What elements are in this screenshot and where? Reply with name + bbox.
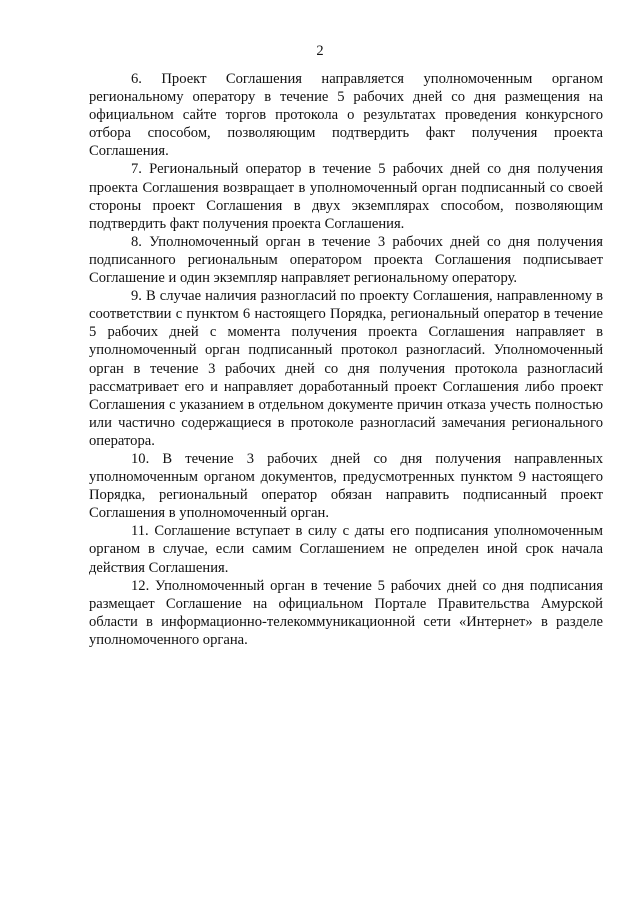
paragraph-10: 10. В течение 3 рабочих дней со дня получения направленных уполномоченным органом документов, предусмотренных пунктом 9 настоящего Порядка, региональный оператор обязан направить подписанный проект Соглашения в уполномоченный орган. [89,450,603,522]
paragraph-7: 7. Региональный оператор в течение 5 рабочих дней со дня получения проекта Соглашения возвращает в уполномоченный орган подписанный со своей стороны проект Соглашения в двух экземплярах способом, позволяющим подтвердить факт получения проекта Соглашения. [89,161,603,232]
page-number: 2 [316,43,324,59]
paragraph-8: 8. Уполномоченный орган в течение 3 рабочих дней со дня получения подписанного региональным оператором проекта Соглашения подписывает Соглашение и один экземпляр направляет региональному оператору. [89,233,603,287]
paragraph-6: 6. Проект Соглашения направляется уполномоченным органом региональному оператору в течение 5 рабочих дней со дня размещения на официальном сайте торгов протокола о результатах проведения конкурсного отбора способом, позволяющим подтвердить факт получения проекта Соглашения. [89,71,603,160]
paragraph-12: 12. Уполномоченный орган в течение 5 рабочих дней со дня подписания размещает Соглашение на официальном Портале Правительства Амурской области в информационно-телекоммуникационной сети «Интернет» в разделе уполномоченного органа. [89,577,603,648]
document-body [89,70,603,649]
paragraph-9: 9. В случае наличия разногласий по проекту Соглашения, направленному в соответствии с пунктом 6 настоящего Порядка, региональный оператор в течение 5 рабочих дней с момента получения проекта Соглашения направляет в уполномоченный орган подписанный протокол разногласий. Уполномоченный орган в течение 3 рабочих дней со дня получения протокола разногласий рассматривает его и направляет доработанный проект Соглашения либо проект Соглашения с указанием в отдельном документе причин отказа учесть полностью или частично содержащиеся в протоколе разногласий замечания регионального оператора. [89,288,603,449]
paragraph-11: 11. Соглашение вступает в силу с даты его подписания уполномоченным органом в случае, если самим Соглашением не определен иной срок начала действия Соглашения. [89,523,603,576]
